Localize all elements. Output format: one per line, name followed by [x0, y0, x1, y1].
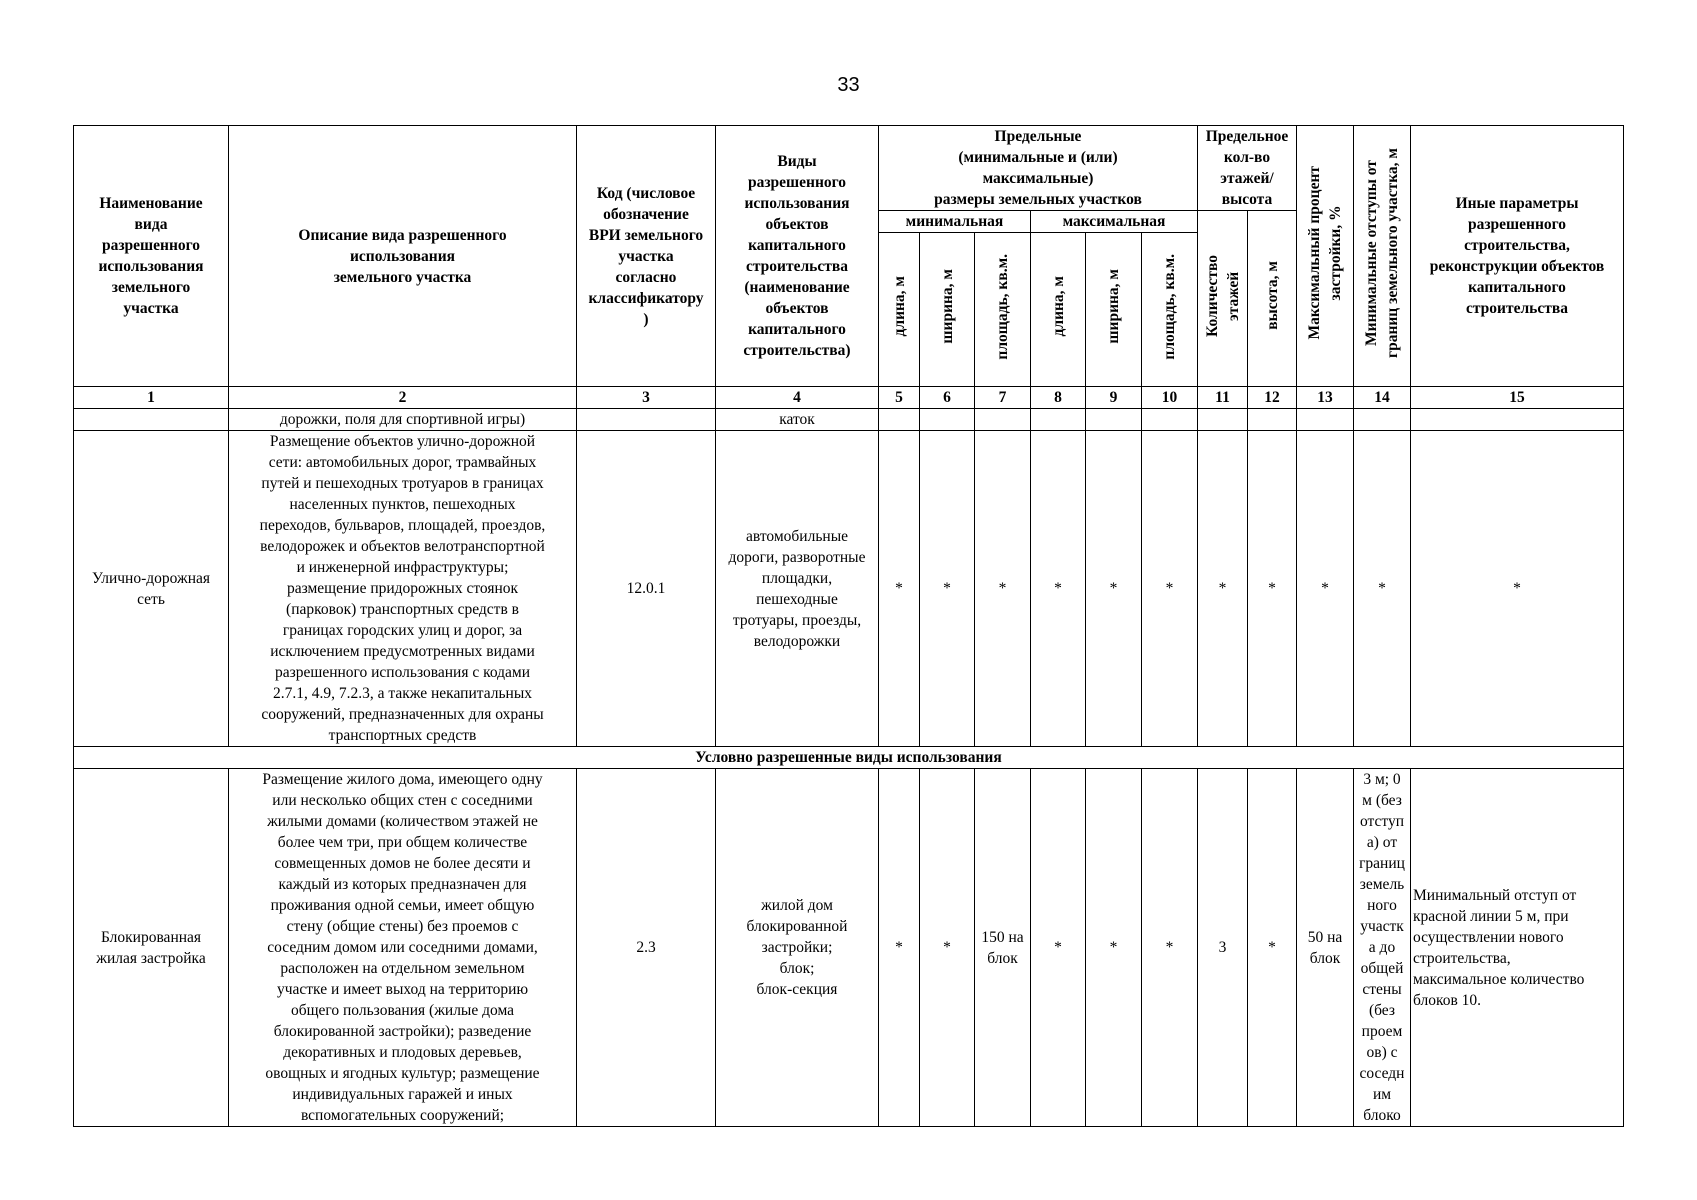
row-min-width: *	[920, 769, 975, 1127]
column-numbers-row	[74, 387, 1624, 409]
header-other-params: Иные параметры разрешенного строительства, реконструкции объектов капитального строительства	[1411, 126, 1624, 387]
table-row-street-network	[74, 431, 1624, 747]
column-number: 13	[1297, 387, 1354, 409]
row-description: дорожки, поля для спортивной игры)	[229, 409, 577, 431]
column-number: 14	[1354, 387, 1411, 409]
header-height: высота, м	[1248, 211, 1297, 387]
header-plot-sizes: Предельные (минимальные и (или) максимальные) размеры земельных участков	[879, 126, 1198, 211]
column-number: 5	[879, 387, 920, 409]
header-floors-height: Предельное кол-во этажей/ высота	[1198, 126, 1297, 211]
row-objects: каток	[716, 409, 879, 431]
column-number: 11	[1198, 387, 1248, 409]
row-description: Размещение объектов улично-дорожной сети: автомобильных дорог, трамвайных путей и пешеходных тротуаров в границах населенных пунктов, пешеходных переходов, бульваров, площадей, проездов, велодорожек и объектов велотранспортной и инженерной инфраструктуры; размещение придорожных стоянок (парковок) транспортных средств в границах городских улиц и дорог, за исключением предусмотренных видами разрешенного использования с кодами 2.7.1, 4.9, 7.2.3, а также некапитальных сооружений, предназначенных для охраны транспортных средств	[229, 431, 577, 747]
row-value: *	[1031, 431, 1086, 747]
column-number: 15	[1411, 387, 1624, 409]
row-description: Размещение жилого дома, имеющего одну или несколько общих стен с соседними жилыми домами (количеством этажей не более чем три, при общем количестве совмещенных домов не более десяти и каждый из которых предназначен для проживания одной семьи, имеет общую стену (общие стены) без проемов с соседним домом или соседними домами, расположен на отдельном земельном участке и имеет выход на территорию общего пользования (жилые дома блокированной застройки); разведение декоративных и плодовых деревьев, овощных и ягодных культур; размещение индивидуальных гаражей и иных вспомогательных сооружений;	[229, 769, 577, 1127]
row-value: *	[1297, 431, 1354, 747]
row-value: *	[1354, 431, 1411, 747]
header-minimal: минимальная	[879, 211, 1031, 233]
column-number: 8	[1031, 387, 1086, 409]
row-value: *	[1142, 431, 1198, 747]
column-number: 12	[1248, 387, 1297, 409]
header-capital-objects: Виды разрешенного использования объектов капитального строительства (наименование объектов капитального строительства)	[716, 126, 879, 387]
header-vri-code: Код (числовое обозначение ВРИ земельного участка согласно классификатору )	[577, 126, 716, 387]
header-floors-count: Количество этажей	[1198, 211, 1248, 387]
header-land-use-name: Наименование вида разрешенного использования земельного участка	[74, 126, 229, 387]
row-max-width: *	[1086, 769, 1142, 1127]
row-value: *	[920, 431, 975, 747]
row-value: *	[879, 431, 920, 747]
header-land-use-description: Описание вида разрешенного использования земельного участка	[229, 126, 577, 387]
column-number: 6	[920, 387, 975, 409]
header-max-length: длина, м	[1031, 233, 1086, 387]
row-min-length: *	[879, 769, 920, 1127]
header-max-build-percent: Максимальный процент застройки, %	[1297, 126, 1354, 387]
row-value: *	[1411, 431, 1624, 747]
table-row-continuation	[74, 409, 1624, 431]
column-number: 10	[1142, 387, 1198, 409]
row-other-params: Минимальный отступ от красной линии 5 м, при осуществлении нового строительства, максимальное количество блоков 10.	[1411, 769, 1624, 1127]
row-min-area: 150 на блок	[975, 769, 1031, 1127]
row-name: Улично-дорожная сеть	[74, 431, 229, 747]
column-number: 3	[577, 387, 716, 409]
header-min-area: площадь, кв.м.	[975, 233, 1031, 387]
row-value: *	[1086, 431, 1142, 747]
page-number: 33	[837, 74, 860, 96]
header-max-area: площадь, кв.м.	[1142, 233, 1198, 387]
header-min-setback: Минимальные отступы от границ земельного участка, м	[1354, 126, 1411, 387]
row-code: 12.0.1	[577, 431, 716, 747]
column-number: 1	[74, 387, 229, 409]
row-value: *	[1248, 431, 1297, 747]
table-row-blocked-housing	[74, 769, 1624, 1127]
header-min-length: длина, м	[879, 233, 920, 387]
column-number: 4	[716, 387, 879, 409]
header-max-width: ширина, м	[1086, 233, 1142, 387]
row-objects: жилой дом блокированной застройки; блок; блок-секция	[716, 769, 879, 1127]
row-code: 2.3	[577, 769, 716, 1127]
row-name: Блокированная жилая застройка	[74, 769, 229, 1127]
section-header-row	[74, 747, 1624, 769]
column-number: 7	[975, 387, 1031, 409]
zoning-regulations-table	[73, 125, 1624, 1127]
row-max-length: *	[1031, 769, 1086, 1127]
row-setback: 3 м; 0 м (без отступ а) от границ земель ного участк а до общей стены (без проем ов) с соседн им блоко	[1354, 769, 1411, 1127]
row-value: *	[975, 431, 1031, 747]
row-build-percent: 50 на блок	[1297, 769, 1354, 1127]
column-number: 2	[229, 387, 577, 409]
column-number: 9	[1086, 387, 1142, 409]
header-min-width: ширина, м	[920, 233, 975, 387]
row-max-area: *	[1142, 769, 1198, 1127]
section-title: Условно разрешенные виды использования	[74, 747, 1624, 769]
row-floors: 3	[1198, 769, 1248, 1127]
header-maximal: максимальная	[1031, 211, 1198, 233]
row-objects: автомобильные дороги, разворотные площадки, пешеходные тротуары, проезды, велодорожки	[716, 431, 879, 747]
row-value: *	[1198, 431, 1248, 747]
row-height: *	[1248, 769, 1297, 1127]
